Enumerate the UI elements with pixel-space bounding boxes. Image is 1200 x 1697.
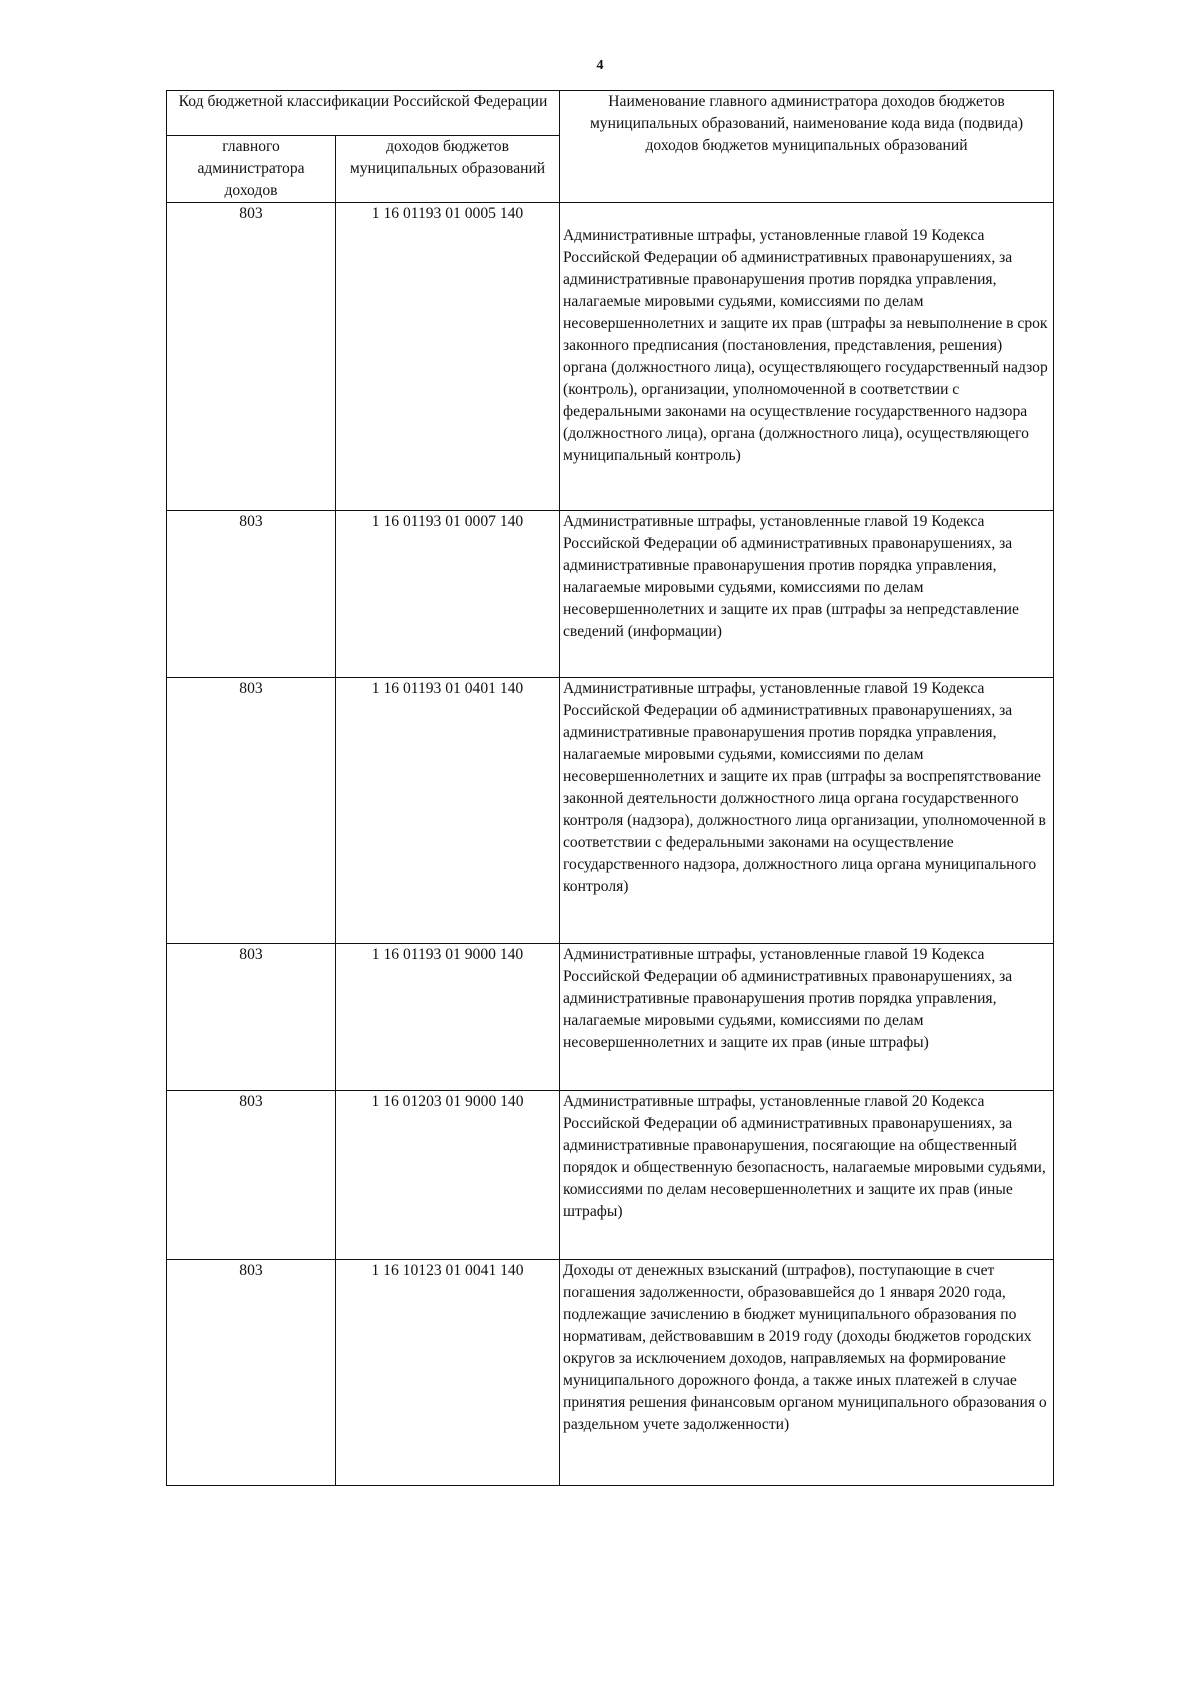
admin-code-cell: 803 — [167, 511, 336, 678]
income-name-cell: Административные штрафы, установленные главой 19 Кодекса Российской Федерации об административных правонарушениях, за административные правонарушения против порядка управления, налагаемые мировыми судьями, комиссиями по делам несовершеннолетних и защите их прав (штрафы за непредставление сведений (информации) — [560, 511, 1054, 678]
header-name-column: Наименование главного администратора доходов бюджетов муниципальных образований, наименование кода вида (подвида) доходов бюджетов муниципальных образований — [560, 91, 1054, 203]
income-code-cell: 1 16 01193 01 0401 140 — [336, 678, 560, 944]
income-name-cell: Административные штрафы, установленные главой 19 Кодекса Российской Федерации об административных правонарушениях, за административные правонарушения против порядка управления, налагаемые мировыми судьями, комиссиями по делам несовершеннолетних и защите их прав (иные штрафы) — [560, 944, 1054, 1091]
header-code-group: Код бюджетной классификации Российской Федерации — [167, 91, 560, 136]
admin-code-cell: 803 — [167, 1091, 336, 1260]
table-row — [167, 203, 1054, 511]
table-row — [167, 678, 1054, 944]
income-code-cell: 1 16 01203 01 9000 140 — [336, 1091, 560, 1260]
admin-code-cell: 803 — [167, 203, 336, 511]
table-row — [167, 944, 1054, 1091]
income-code-cell: 1 16 01193 01 0007 140 — [336, 511, 560, 678]
admin-code-cell: 803 — [167, 678, 336, 944]
table-row — [167, 1260, 1054, 1486]
header-admin-column: главного администратора доходов — [167, 136, 336, 203]
admin-code-cell: 803 — [167, 1260, 336, 1486]
income-code-cell: 1 16 01193 01 0005 140 — [336, 203, 560, 511]
budget-classification-table — [166, 90, 1054, 1486]
page-number: 4 — [596, 58, 604, 73]
income-name-cell: Административные штрафы, установленные главой 19 Кодекса Российской Федерации об административных правонарушениях, за административные правонарушения против порядка управления, налагаемые мировыми судьями, комиссиями по делам несовершеннолетних и защите их прав (штрафы за воспрепятствование законной деятельности должностного лица органа государственного контроля (надзора), должностного лица организации, уполномоченной в соответствии с федеральными законами на осуществление государственного надзора, должностного лица органа муниципального контроля) — [560, 678, 1054, 944]
income-name-cell: Административные штрафы, установленные главой 19 Кодекса Российской Федерации об административных правонарушениях, за административные правонарушения против порядка управления, налагаемые мировыми судьями, комиссиями по делам несовершеннолетних и защите их прав (штрафы за невыполнение в срок законного предписания (постановления, представления, решения) органа (должностного лица), осуществляющего государственный надзор (контроль), организации, уполномоченной в соответствии с федеральными законами на осуществление государственного надзора (должностного лица), органа (должностного лица), осуществляющего муниципальный контроль) — [560, 203, 1054, 511]
table-row — [167, 511, 1054, 678]
admin-code-cell: 803 — [167, 944, 336, 1091]
income-code-cell: 1 16 10123 01 0041 140 — [336, 1260, 560, 1486]
income-code-cell: 1 16 01193 01 9000 140 — [336, 944, 560, 1091]
table-row — [167, 1091, 1054, 1260]
income-name-cell: Доходы от денежных взысканий (штрафов), поступающие в счет погашения задолженности, образовавшейся до 1 января 2020 года, подлежащие зачислению в бюджет муниципального образования по нормативам, действовавшим в 2019 году (доходы бюджетов городских округов за исключением доходов, направляемых на формирование муниципального дорожного фонда, а также иных платежей в случае принятия решения финансовым органом муниципального образования о раздельном учете задолженности) — [560, 1260, 1054, 1486]
table-header-row — [167, 91, 1054, 136]
header-income-column: доходов бюджетов муниципальных образований — [336, 136, 560, 203]
income-name-cell: Административные штрафы, установленные главой 20 Кодекса Российской Федерации об административных правонарушениях, за административные правонарушения, посягающие на общественный порядок и общественную безопасность, налагаемые мировыми судьями, комиссиями по делам несовершеннолетних и защите их прав (иные штрафы) — [560, 1091, 1054, 1260]
